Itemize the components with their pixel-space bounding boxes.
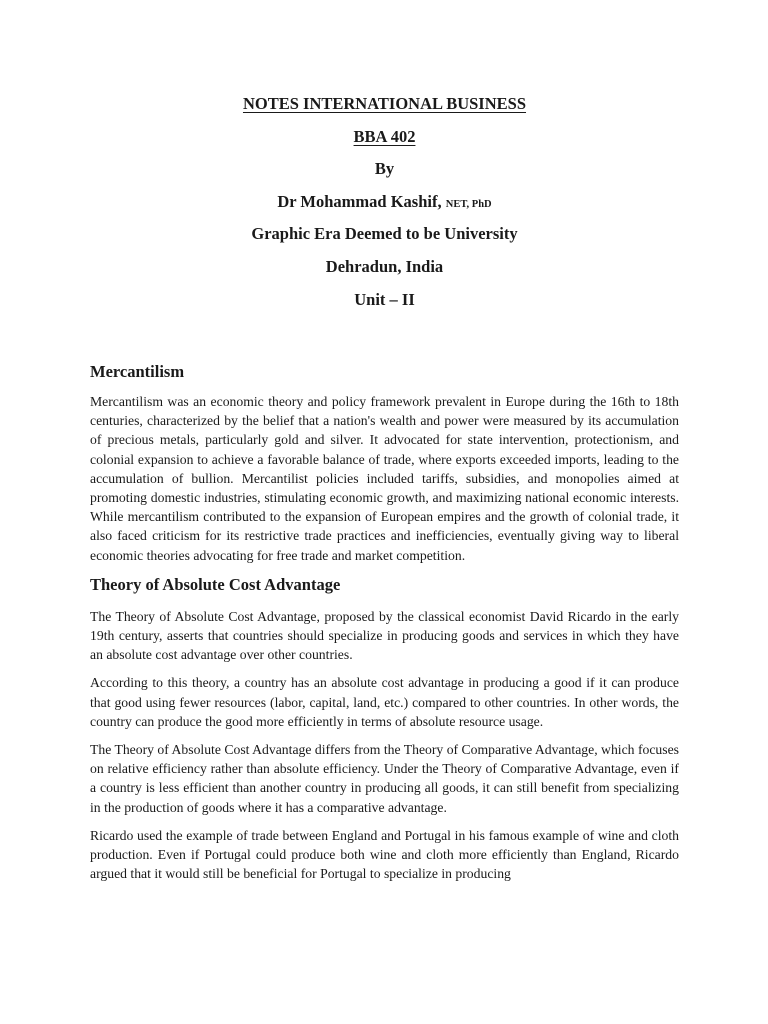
location: Dehradun, India (325, 256, 444, 276)
paragraph-absolute-2: According to this theory, a country has an absolute cost advantage in producing a good if it can produce that good using fewer resources (labor, capital, land, etc.) compared to other countries. In other words, the country can produce the good more efficiently in terms of absolute resource usage. (90, 675, 679, 729)
university-name: Graphic Era Deemed to be University (251, 224, 518, 244)
document-body (90, 360, 679, 883)
paragraph-absolute-4: Ricardo used the example of trade between England and Portugal in his famous example of wine and cloth production. Even if Portugal could produce both wine and cloth more efficiently than England, Ricardo argued that it would still be beneficial for Portugal to specialize in producing (90, 827, 679, 882)
paragraph-absolute-1: The Theory of Absolute Cost Advantage, proposed by the classical economist David Ricardo in the early 19th century, asserts that countries should specialize in producing goods and services in which they have an absolute cost advantage over other countries. (90, 608, 679, 663)
title-line-2 (90, 125, 679, 158)
heading-mercantilism: Mercantilism (90, 362, 185, 381)
author-credentials: NET, PhD (445, 198, 492, 210)
paragraph-absolute-3: The Theory of Absolute Cost Advantage differs from the Theory of Comparative Advantage, which focuses on relative efficiency rather than absolute efficiency. Under the Theory of Comparative Advantage, even if a country is less efficient than another country in producing all goods, it can still benefit from specializing in the production of goods where it has a comparative advantage. (90, 742, 679, 815)
unit-label: Unit – II (354, 289, 415, 309)
title-block (90, 92, 679, 320)
author-name: Dr Mohammad Kashif, (277, 191, 442, 211)
course-code: BBA 402 (353, 126, 416, 146)
by-label: By (374, 159, 395, 179)
title-line-5 (90, 222, 679, 255)
title-line-7 (90, 288, 679, 321)
document-page (90, 0, 679, 1024)
title-line-4 (90, 190, 679, 223)
title-line-1 (90, 92, 679, 125)
document-title: NOTES INTERNATIONAL BUSINESS (242, 94, 527, 113)
paragraph-mercantilism-1: Mercantilism was an economic theory and policy framework prevalent in Europe during the 16th to 18th centuries, characterized by the belief that a nation's wealth and power were measured by its accumulation of precious metals, particularly gold and silver. It advocated for state intervention, protectionism, and colonial expansion to achieve a favorable balance of trade, where exports exceeded imports, leading to the accumulation of bullion. Mercantilist policies included tariffs, subsidies, and monopolies aimed at promoting domestic industries, stimulating economic growth, and maximizing national economic interests. While mercantilism contributed to the expansion of European empires and the growth of colonial trade, it also faced criticism for its restrictive trade practices and inefficiencies, eventually giving way to liberal economic theories advocating for free trade and market competition. (90, 394, 679, 563)
heading-absolute-advantage: Theory of Absolute Cost Advantage (90, 574, 341, 594)
title-line-6 (90, 255, 679, 288)
title-line-3 (90, 157, 679, 190)
